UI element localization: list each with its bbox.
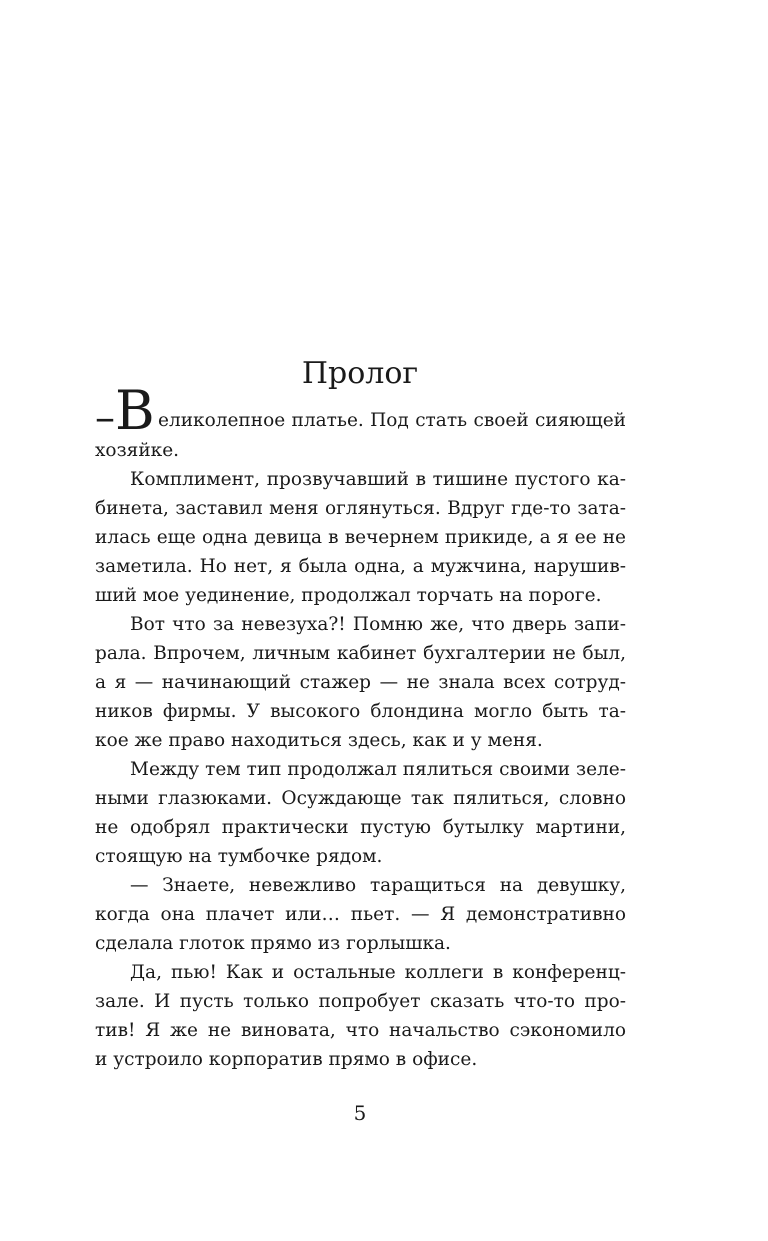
text-line: Да, пью! Как и остальные коллеги в конференц- (130, 962, 626, 983)
text-line: Комплимент, прозвучавший в тишине пустого ка- (130, 469, 626, 490)
dropcap-line-rest: еликолепное платье. Под стать своей сияющей (158, 410, 626, 431)
text-line: Между тем тип продолжал пялиться своими зеле- (130, 759, 626, 780)
text-line: Вот что за невезуха?! Помню же, что дверь запи- (130, 614, 626, 635)
dropcap-dash: – (95, 395, 115, 436)
text-line: зале. И пусть только попробует сказать что-то про- (95, 991, 626, 1012)
text-line: рала. Впрочем, личным кабинет бухгалтерии не был, (95, 643, 626, 664)
text-line: илась еще одна девица в вечернем прикиде, а я ее не (95, 527, 626, 548)
text-line: бинета, заставил меня оглянуться. Вдруг где-то зата- (95, 498, 626, 519)
text-line: заметила. Но нет, я была одна, а мужчина, нарушив- (95, 556, 626, 577)
text-line: не одобрял практически пустую бутылку мартини, (95, 817, 626, 838)
page-number: 5 (353, 1101, 367, 1125)
chapter-title: Пролог (301, 356, 419, 392)
text-line: хозяйке. (95, 440, 180, 461)
text-line: а я — начинающий стажер — не знала всех сотруд- (95, 672, 626, 693)
dropcap-line (95, 386, 626, 436)
text-line: кое же право находиться здесь, как и у меня. (95, 730, 543, 751)
text-line: ников фирмы. У высокого блондина могло быть та- (95, 701, 626, 722)
text-line: сделала глоток прямо из горлышка. (95, 933, 451, 954)
text-line: — Знаете, невежливо таращиться на девушку, (130, 875, 626, 896)
text-line: тив! Я же не виновата, что начальство сэкономило (95, 1020, 626, 1041)
text-line: стоящую на тумбочке рядом. (95, 846, 383, 867)
text-line: ными глазюками. Осуждающе так пялиться, словно (95, 788, 626, 809)
text-line: и устроило корпоратив прямо в офисе. (95, 1049, 478, 1070)
text-line: ший мое уединение, продолжал торчать на пороге. (95, 585, 602, 606)
text-line: когда она плачет или… пьет. — Я демонстративно (95, 904, 626, 925)
dropcap-letter: В (115, 386, 155, 436)
